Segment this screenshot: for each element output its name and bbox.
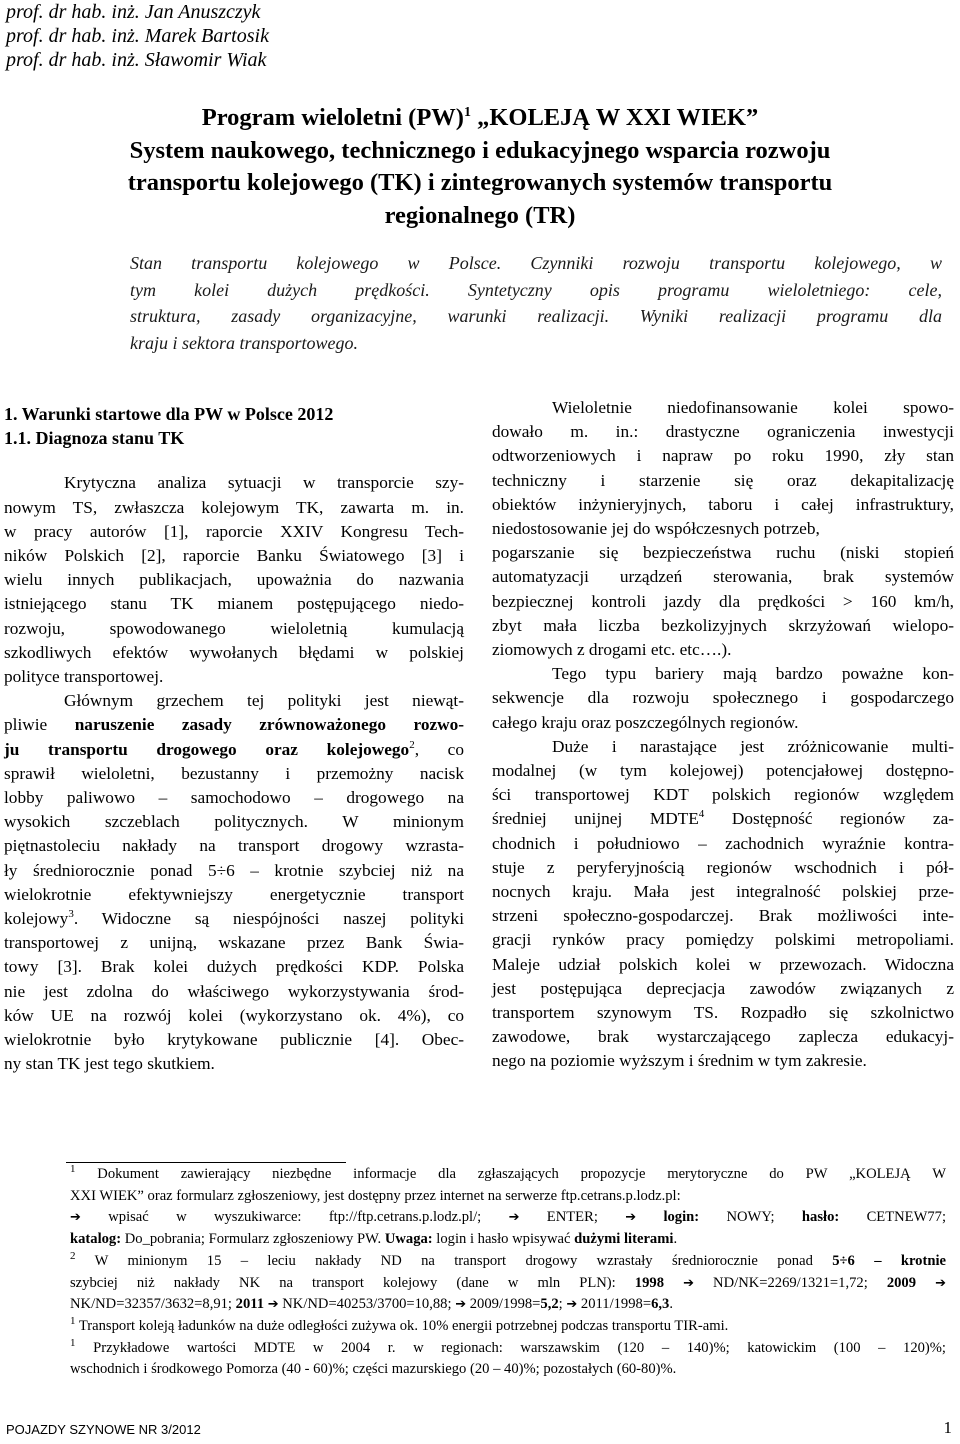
- footnote-3-line: $^1$ Transport koleją ładunków na duże odległości zużywa ok. 10% energii potrzebnej podczas transportu TIR-ami.: [70, 1315, 729, 1334]
- text-line: Krytyczna analiza sytuacji w transporcie szy-: [64, 473, 464, 493]
- text-line: ści transportowej KDT polskich regionów względem: [492, 785, 954, 805]
- footnote-ref: 2: [409, 738, 415, 751]
- abstract: [130, 250, 942, 356]
- text-line: w pracy autorów [1], raporcie XXIV Kongresu Tech-: [4, 521, 464, 541]
- text-line: Wieloletnie niedofinansowanie kolei spowo-: [552, 398, 954, 417]
- footnote-2-line: NK/ND=32357/3632=8,91; 2011 ➔ NK/ND=40253/3700=10,88; ➔ 2009/1998=5,2; ➔ 2011/1998=6,3.: [70, 1296, 673, 1313]
- abstract-line: struktura, zasady organizacyjne, warunki realizacji. Wyniki realizacji programu dla: [130, 306, 942, 326]
- text-line: nego na poziomie wyższym i średnim w tym zakresie.: [492, 1051, 867, 1071]
- arrow-right-icon: ➔: [566, 1297, 578, 1313]
- text-line: polityce transportowej.: [4, 667, 164, 687]
- title-line-3: transportu kolejowego (TK) i zintegrowanych systemów transportu: [127, 169, 833, 196]
- text-line: sekwencje dla rozwoju społecznego i gospodarczego: [492, 688, 954, 708]
- title-line-2: System naukowego, technicznego i edukacyjnego wsparcia rozwoju: [129, 136, 831, 164]
- text-line: wysokich szczeblach politycznych. W minionym: [4, 812, 464, 832]
- paper-title: [100, 102, 860, 232]
- arrow-right-icon: ➔: [683, 1275, 694, 1291]
- text-line: szkodliwych efektów wywołanych błędami w polskiej: [4, 642, 464, 662]
- author-3: prof. dr hab. inż. Sławomir Wiak: [6, 49, 267, 71]
- text-line: ju transportu drogowego oraz kolejowego$^2$, co: [4, 738, 464, 759]
- text-line: istniejącego stanu TK mianem postępującego niedo-: [4, 594, 464, 614]
- text-line: towy [3]. Brak kolei dużych prędkości KDP. Polska: [4, 957, 464, 977]
- footnote-ref: 3: [68, 908, 74, 921]
- text-line: chodnich i południowo – zachodnich wyraźnie kontra-: [492, 833, 954, 853]
- subsection-heading: 1.1. Diagnoza stanu TK: [4, 428, 185, 449]
- text-line: transportem szynowym TS. Rozpadło się szkolnictwo: [492, 1003, 954, 1023]
- text-line: dowało m. in.: drastyczne ograniczenia inwestycji: [492, 422, 954, 442]
- text-line: ny stan TK jest tego skutkiem.: [4, 1054, 215, 1074]
- text-line: nocnych kraju. Mała jest integralność polskiej prze-: [492, 882, 954, 902]
- footnote-1-line: XXI WIEK” oraz formularz zgłoszeniowy, jest dostępny przez internet na serwerze ftp.cetrans.p.lodz.pl:: [70, 1187, 681, 1204]
- text-line: zawodowe, brak wystarczającego zaplecza edukacyj-: [492, 1027, 954, 1047]
- arrow-right-icon: ➔: [935, 1275, 946, 1291]
- arrow-right-icon: ➔: [267, 1297, 279, 1313]
- text-line: transportowej z unijną, wskazane przez Bank Świa-: [4, 933, 464, 953]
- text-line: ziomowych z drogami etc. etc….).: [492, 640, 732, 660]
- authors: [6, 0, 269, 72]
- text-line: nie jest zdolna do właściwego wykorzystywania środ-: [4, 981, 464, 1001]
- author-1: prof. dr hab. inż. Jan Anuszczyk: [6, 1, 261, 23]
- abstract-line: kraju i sektora transportowego.: [130, 332, 358, 353]
- text-line: całego kraju oraz poszczególnych regionów.: [492, 712, 799, 732]
- journal-name: POJAZDY SZYNOWE NR 3/2012: [6, 1422, 201, 1437]
- text-line: pogarszanie się bezpieczeństwa ruchu (niski stopień: [492, 543, 954, 563]
- text-line: Maleje udział polskich kolei w przewozach. Widoczna: [492, 954, 954, 974]
- text-line: pliwie naruszenie zasady zrównoważonego rozwo-: [4, 715, 465, 735]
- text-line: lobby paliwowo – samochodowo – drogowego na: [4, 788, 464, 808]
- text-line: automatyzacji urządzeń sterowania, brak systemów: [492, 567, 954, 587]
- footnote-4-line: wschodnich i środkowego Pomorza (40 - 60)%; części mazurskiego (20 – 40)%; pozostałych (60-80)%.: [70, 1361, 677, 1378]
- right-column: [492, 396, 954, 1074]
- footnote-2-line: szybciej niż nakłady NK na transport kolejowy (dane w mln PLN): 1998 ➔ ND/NK=2269/1321=1,72; 2009 ➔: [70, 1274, 946, 1291]
- text-line: średniej unijnej MDTE$^4$ Dostępność regionów za-: [492, 808, 954, 829]
- text-line: Tego typu bariery mają bardzo poważne kon-: [552, 664, 954, 684]
- text-line: gracji rynków pracy pomiędzy polskimi metropoliami.: [492, 930, 954, 950]
- footnote-ref: 1: [463, 104, 471, 120]
- text-line: jest postępująca deprecjacja zawodów związanych z: [492, 978, 954, 998]
- footnote-4-line: $^1$ Przykładowe wartości MDTE w 2004 r. w regionach: warszawskim (120 – 140)%; katowickim (100 – 120)%;: [70, 1336, 946, 1356]
- abstract-line: Stan transportu kolejowego w Polsce. Czynniki rozwoju transportu kolejowego, w: [130, 253, 942, 273]
- page-number: 1: [943, 1418, 952, 1437]
- section-heading: 1. Warunki startowe dla PW w Polsce 2012: [4, 404, 334, 424]
- title-line-1: Program wieloletni (PW)$^1$ „KOLEJĄ W XXI WIEK”: [201, 104, 759, 131]
- text-line: sprawił wieloletni, bezustanny i przemożny nacisk: [4, 763, 464, 783]
- text-line: modalnej (w tym kolejowej) potencjałowej dostępno-: [492, 761, 954, 781]
- text-line: ły średniorocznie ponad 5÷6 – krotnie szybciej niż na: [4, 860, 464, 880]
- arrow-right-icon: ➔: [625, 1210, 637, 1226]
- text-line: techniczny i starzenie się oraz dekapitalizację: [492, 470, 954, 490]
- author-2: prof. dr hab. inż. Marek Bartosik: [6, 25, 269, 47]
- text-line: zbyt mała liczba bezkolizyjnych skrzyżowań wielopo-: [492, 615, 954, 635]
- text-line: wielokrotnie efektywniejszy energetycznie transport: [4, 884, 464, 904]
- text-line: ników Polskich [2], raporcie Banku Światowego [3] i: [4, 546, 464, 566]
- footnote-ref: 4: [698, 808, 705, 821]
- footnote-1-line: katalog: Do_pobrania; Formularz zgłoszeniowy PW. Uwaga: login i hasło wpisywać dużymi literami.: [70, 1231, 678, 1248]
- text-line: bezpiecznej kontroli jazdy dla prędkości > 160 km/h,: [492, 591, 954, 611]
- text-line: Głównym grzechem tej polityki jest niewąt-: [64, 691, 464, 711]
- footnote-separator: [66, 1162, 346, 1163]
- text-line: ków UE na rozwój kolei (wykorzystano ok. 4%), co: [4, 1005, 464, 1025]
- text-line: piętnastoleciu nakłady na transport drogowy wzrasta-: [4, 836, 464, 856]
- text-line: wielu innych publikacjach, upoważnia do nazwania: [4, 570, 464, 590]
- text-line: obiektów inżynieryjnych, taboru i całej infrastruktury,: [492, 494, 954, 514]
- text-line: nowym TS, zwłaszcza kolejowym TK, zawarta m. in.: [4, 497, 464, 517]
- text-line: Duże i narastające jest zróżnicowanie multi-: [552, 736, 954, 756]
- text-line: strzeni społeczno-gospodarczej. Brak możliwości inte-: [492, 906, 954, 926]
- abstract-line: tym kolei dużych prędkości. Syntetyczny opis programu wieloletniego: cele,: [130, 279, 942, 300]
- text-line: niedostosowanie jej do współczesnych potrzeb,: [492, 519, 820, 539]
- footnotes: [70, 1164, 946, 1381]
- title-line-4: regionalnego (TR): [384, 201, 576, 229]
- left-column: [4, 396, 464, 1076]
- footnote-1-line: ➔ wpisać w wyszukiwarce: ftp://ftp.cetrans.p.lodz.pl/; ➔ ENTER; ➔ login: NOWY; hasło: CETNEW77;: [70, 1209, 947, 1226]
- arrow-right-icon: ➔: [508, 1210, 520, 1226]
- text-line: odtworzeniowych i napraw po roku 1990, zły stan: [492, 446, 954, 466]
- text-line: rozwoju, spowodowanego wieloletnią kumulacją: [4, 618, 464, 638]
- footnote-1-line: $^1$ Dokument zawierający niezbędne informacje dla zgłaszających propozycje merytoryczne do PW „KOLEJĄ W: [70, 1163, 946, 1182]
- arrow-right-icon: ➔: [70, 1210, 81, 1226]
- arrow-right-icon: ➔: [455, 1297, 467, 1313]
- text-line: stuje z peryferyjnością regionów wschodnich i pół-: [492, 857, 954, 877]
- text-line: wielokrotnie było krytykowane publicznie [4]. Obec-: [4, 1030, 464, 1050]
- footnote-2-line: $^2$ W minionym 15 – leciu nakłady ND na transport drogowy wzrastały średniorocznie ponad 5÷6 – krotnie: [70, 1249, 946, 1269]
- text-line: kolejowy$^3$. Widoczne są niespójności naszej polityki: [4, 908, 464, 929]
